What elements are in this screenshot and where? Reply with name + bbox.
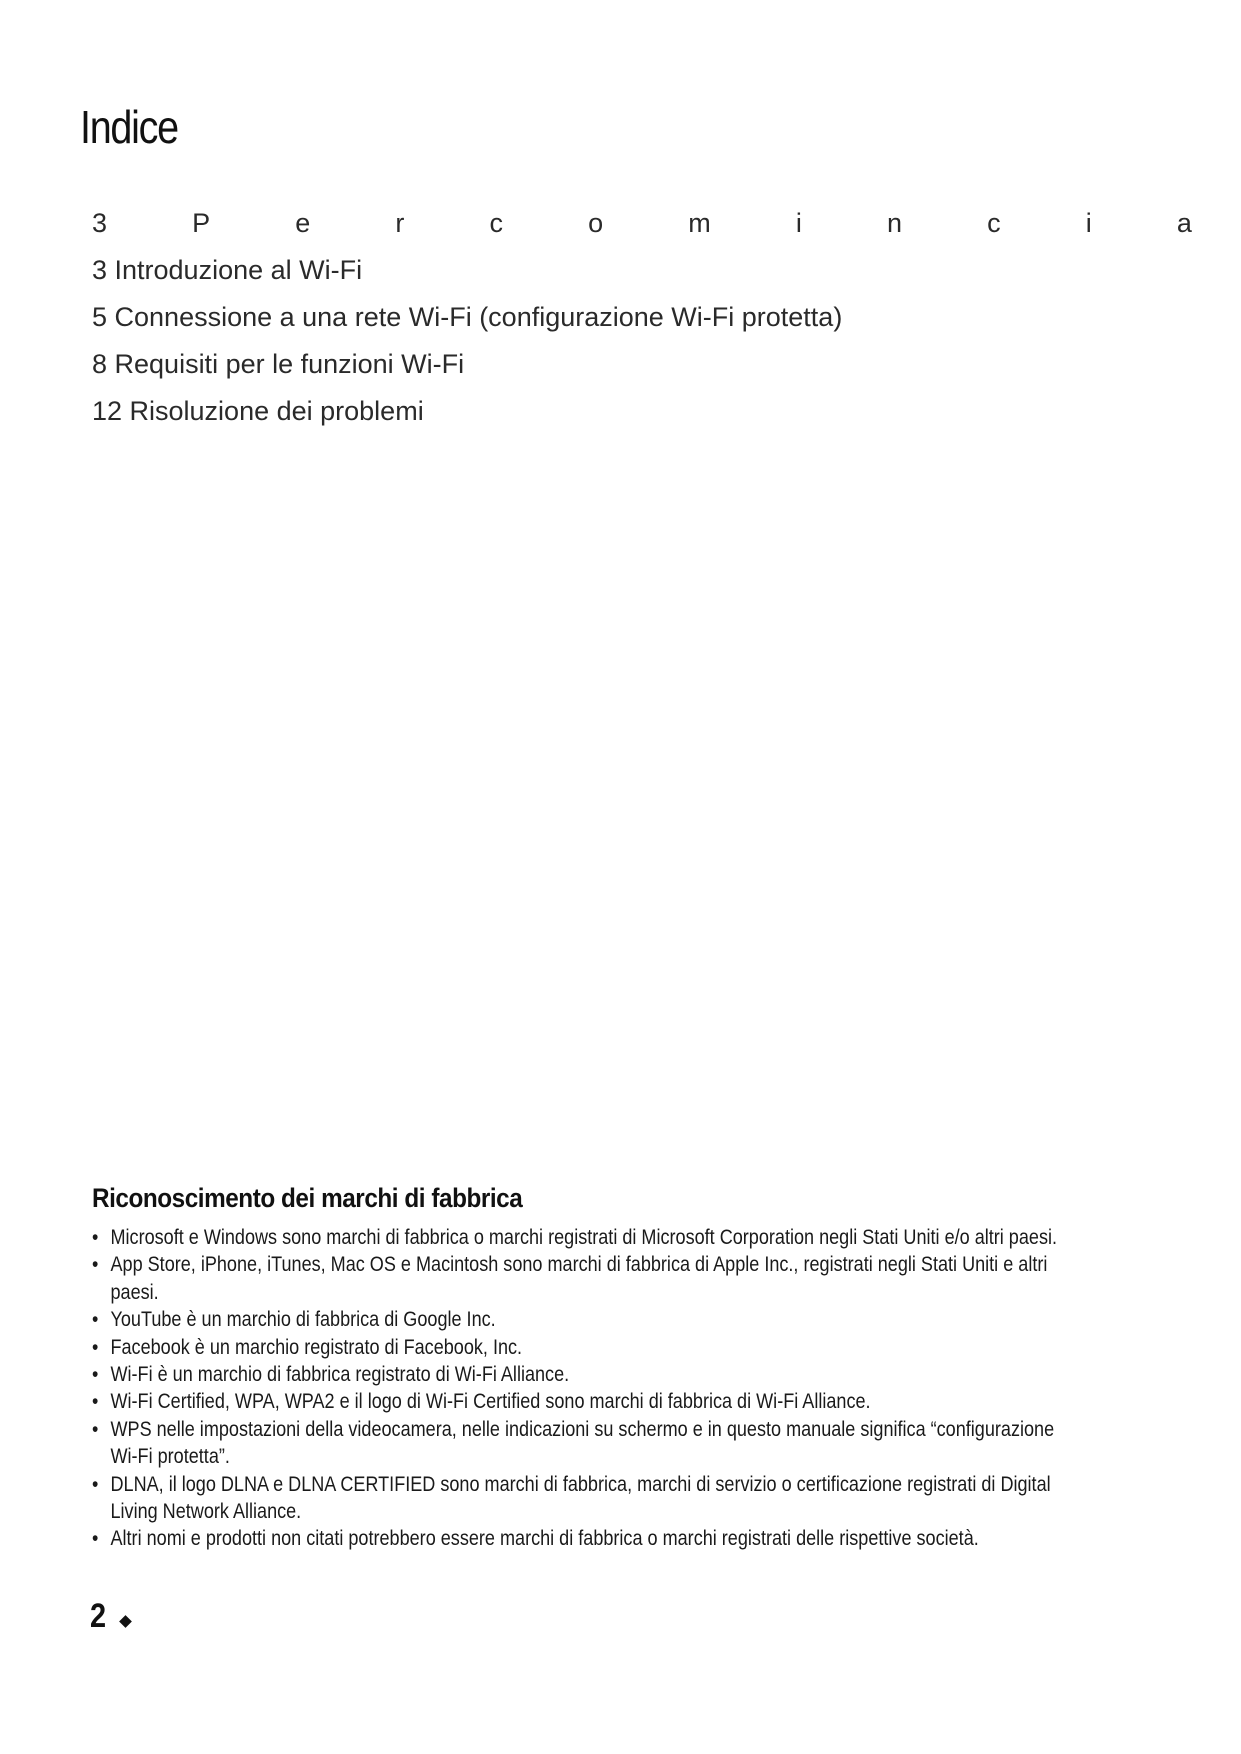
list-item-text: Microsoft e Windows sono marchi di fabbrica o marchi registrati di Microsoft Corporation negli Stati Uniti e/o altri paesi. <box>110 1225 1058 1249</box>
page-number: 2 <box>90 1597 107 1635</box>
bullet: • <box>92 1362 99 1387</box>
bullet: • <box>92 1471 99 1496</box>
list-item-text: DLNA, il logo DLNA e DLNA CERTIFIED sono marchi di fabbrica, marchi di servizio o certificazione registrati di Digital Living Network Alliance. <box>110 1471 1051 1524</box>
toc-letter: n <box>886 208 903 238</box>
list-item <box>92 1224 1066 1251</box>
list-item-text: Altri nomi e prodotti non citati potrebbero essere marchi di fabbrica o marchi registrati delle rispettive società. <box>110 1526 979 1551</box>
list-item <box>92 1416 1066 1471</box>
toc-item-connessione[interactable]: 5 Connessione a una rete Wi-Fi (configurazione Wi-Fi protetta) <box>92 302 843 332</box>
toc-letter: c <box>987 208 1001 238</box>
trademarks-heading: Riconoscimento dei marchi di fabbrica <box>92 1183 523 1213</box>
bullet: • <box>92 1307 99 1332</box>
list-item-text: Wi-Fi Certified, WPA, WPA2 e il logo di Wi-Fi Certified sono marchi di fabbrica di Wi-Fi Alliance. <box>110 1389 871 1414</box>
bullet: • <box>92 1526 99 1551</box>
list-item <box>92 1251 1066 1306</box>
page-title: Indice <box>80 101 178 153</box>
list-item-text: YouTube è un marchio di fabbrica di Google Inc. <box>110 1307 496 1332</box>
toc-letter: 3 <box>92 208 108 238</box>
bullet: • <box>92 1334 99 1359</box>
toc-item-introduzione[interactable]: 3 Introduzione al Wi-Fi <box>92 255 363 285</box>
list-item <box>92 1361 1066 1388</box>
toc-item-risoluzione[interactable]: 12 Risoluzione dei problemi <box>92 396 424 426</box>
bullet: • <box>92 1225 99 1249</box>
toc-letter: c <box>489 208 504 238</box>
list-item-text: Wi-Fi è un marchio di fabbrica registrato di Wi-Fi Alliance. <box>110 1362 570 1387</box>
table-of-contents <box>92 200 1202 435</box>
toc-letter: i <box>795 208 802 238</box>
list-item-text: Facebook è un marchio registrato di Facebook, Inc. <box>110 1334 523 1359</box>
list-item <box>92 1306 1066 1333</box>
list-item <box>92 1388 1066 1415</box>
toc-item-per-cominciare[interactable] <box>92 200 1192 247</box>
list-item <box>92 1471 1066 1526</box>
list-item <box>92 1525 1066 1552</box>
list-item-text: App Store, iPhone, iTunes, Mac OS e Macintosh sono marchi di fabbrica di Apple Inc., registrati negli Stati Uniti e altri paesi. <box>110 1252 1048 1304</box>
toc-letter: e <box>295 208 311 238</box>
toc-letter: m <box>688 208 711 238</box>
bullet: • <box>92 1389 99 1414</box>
list-item <box>92 1334 1066 1361</box>
bullet: • <box>92 1416 99 1441</box>
toc-letter: a <box>1176 208 1192 238</box>
toc-letter: r <box>395 208 405 238</box>
toc-letter: P <box>192 208 211 238</box>
bullet: • <box>92 1252 99 1277</box>
diamond-icon <box>119 1615 132 1628</box>
toc-letter: o <box>588 208 604 238</box>
toc-letter: i <box>1085 208 1092 238</box>
toc-item-requisiti[interactable]: 8 Requisiti per le funzioni Wi-Fi <box>92 349 465 379</box>
list-item-text: WPS nelle impostazioni della videocamera, nelle indicazioni su schermo e in questo manuale significa “configurazione Wi-Fi protetta”. <box>110 1416 1055 1469</box>
trademarks-list <box>92 1224 1066 1553</box>
